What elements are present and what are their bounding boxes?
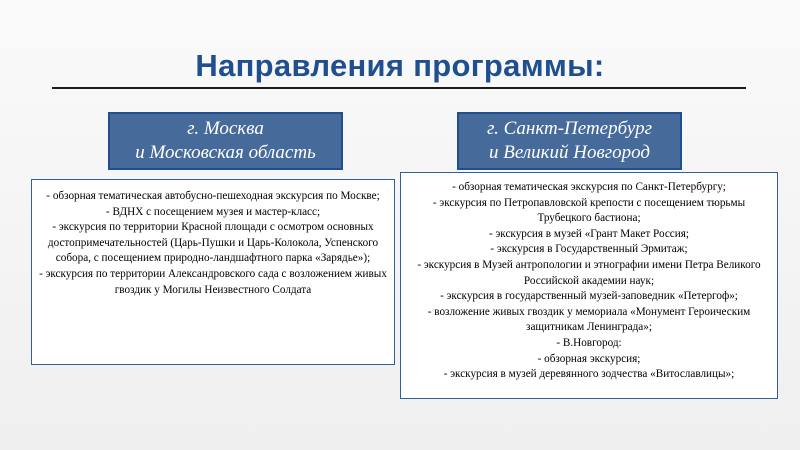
list-item: - экскурсия по территории Красной площади с осмотром основных достопримечательностей (Царь-Пушки и Царь-Колокола, Успенского собора, с посещением природно-ландшафтного парка «Зарядье»);: [47, 221, 379, 265]
list-item: - обзорная тематическая экскурсия по Санкт-Петербургу;: [452, 181, 726, 193]
list-item: - экскурсия в музей деревянного зодчества «Витославлицы»;: [443, 368, 735, 381]
list-item: - обзорная тематическая автобусно-пешеходная экскурсия по Москве;: [46, 190, 380, 202]
spb-header: [457, 112, 682, 170]
list-item: - экскурсия в государственный музей-заповедник «Петергоф»;: [440, 290, 738, 303]
moscow-header-line-1: г. Москва: [187, 118, 264, 139]
list-item: - обзорная экскурсия;: [537, 352, 641, 365]
list-item: - экскурсия в музей «Грант Макет Россия;: [488, 227, 690, 240]
list-item: - В.Новгород:: [556, 336, 622, 349]
title-underline: [52, 87, 746, 89]
spb-header-line-1: г. Санкт-Петербург: [486, 118, 653, 139]
moscow-header: [108, 112, 343, 170]
moscow-header-line-2: и Московская область: [135, 142, 316, 163]
spb-header-line-2: и Великий Новгород: [489, 142, 650, 163]
moscow-program-list: [31, 179, 395, 365]
list-item: - экскурсия по Петропавловской крепости с посещением тюрьмы Трубецкого бастиона;: [432, 196, 746, 225]
list-item: - возложение живых гвоздик у мемориала «Монумент Героическим защитникам Ленинграда»;: [427, 305, 751, 334]
list-item: - экскурсия в Государственный Эрмитаж;: [490, 243, 688, 256]
slide-title: Направления программы:: [195, 48, 605, 83]
list-item: - экскурсия по территории Александровского сада с возложением живых гвоздик у Могилы Неизвестного Солдата: [39, 267, 387, 296]
list-item: - экскурсия в Музей антропологии и этнографии имени Петра Великого Российской академии наук;: [417, 258, 761, 287]
list-item: - ВДНХ с посещением музея и мастер-класс;: [105, 205, 321, 218]
spb-program-list: [400, 172, 778, 399]
